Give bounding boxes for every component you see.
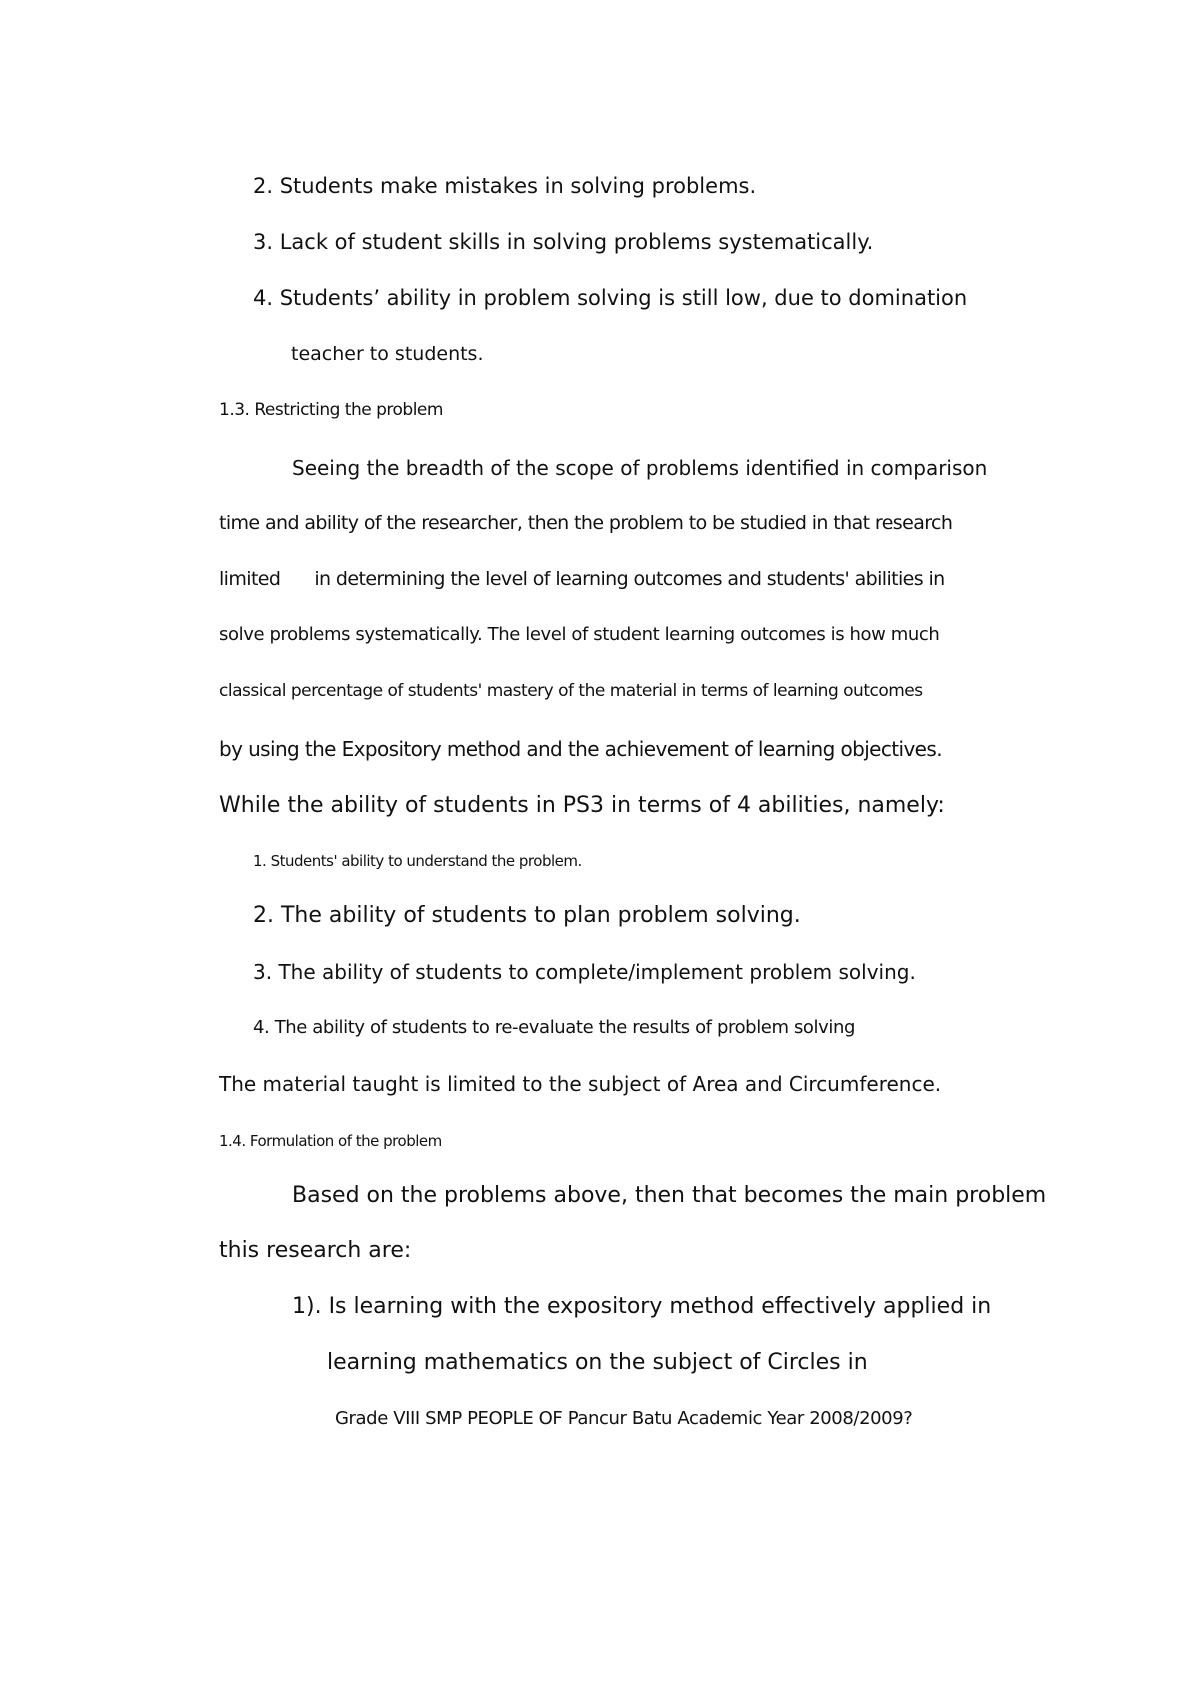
paragraph-line-rest: in determining the level of learning outcomes and students' abilities in	[314, 568, 945, 590]
research-question-line: Grade VIII SMP PEOPLE OF Pancur Batu Academic Year 2008/2009?	[335, 1408, 913, 1429]
problem-item-4: 4. Students’ ability in problem solving is still low, due to domination	[253, 286, 968, 310]
paragraph-word-limited: limited	[219, 568, 281, 590]
ability-item-2: 2. The ability of students to plan problem solving.	[253, 903, 801, 928]
ability-item-4: 4. The ability of students to re-evaluate the results of problem solving	[253, 1017, 856, 1038]
paragraph-line	[219, 570, 945, 589]
problem-item-3: 3. Lack of student skills in solving problems systematically.	[253, 230, 874, 254]
paragraph-line: While the ability of students in PS3 in terms of 4 abilities, namely:	[219, 793, 945, 818]
ability-item-1: 1. Students' ability to understand the problem.	[253, 852, 582, 870]
intro-line: Based on the problems above, then that becomes the main problem	[292, 1183, 1047, 1208]
section-1-4-heading: 1.4. Formulation of the problem	[219, 1132, 442, 1150]
paragraph-line: time and ability of the researcher, then the problem to be studied in that research	[219, 512, 953, 534]
problem-item-4-continuation: teacher to students.	[291, 343, 484, 365]
ability-item-3: 3. The ability of students to complete/implement problem solving.	[253, 960, 916, 984]
section-1-3-heading: 1.3. Restricting the problem	[219, 400, 443, 420]
paragraph-line: solve problems systematically. The level of student learning outcomes is how much	[219, 624, 940, 645]
research-question-line: 1). Is learning with the expository method effectively applied in	[292, 1294, 992, 1319]
paragraph-line: classical percentage of students' mastery of the material in terms of learning outcomes	[219, 681, 923, 701]
material-note: The material taught is limited to the subject of Area and Circumference.	[219, 1072, 942, 1096]
research-question-line: learning mathematics on the subject of Circles in	[327, 1350, 868, 1375]
problem-item-2: 2. Students make mistakes in solving problems.	[253, 174, 757, 198]
paragraph-line: Seeing the breadth of the scope of problems identified in comparison	[292, 456, 988, 480]
paragraph-line: by using the Expository method and the achievement of learning objectives.	[219, 737, 942, 761]
intro-line: this research are:	[219, 1238, 412, 1263]
